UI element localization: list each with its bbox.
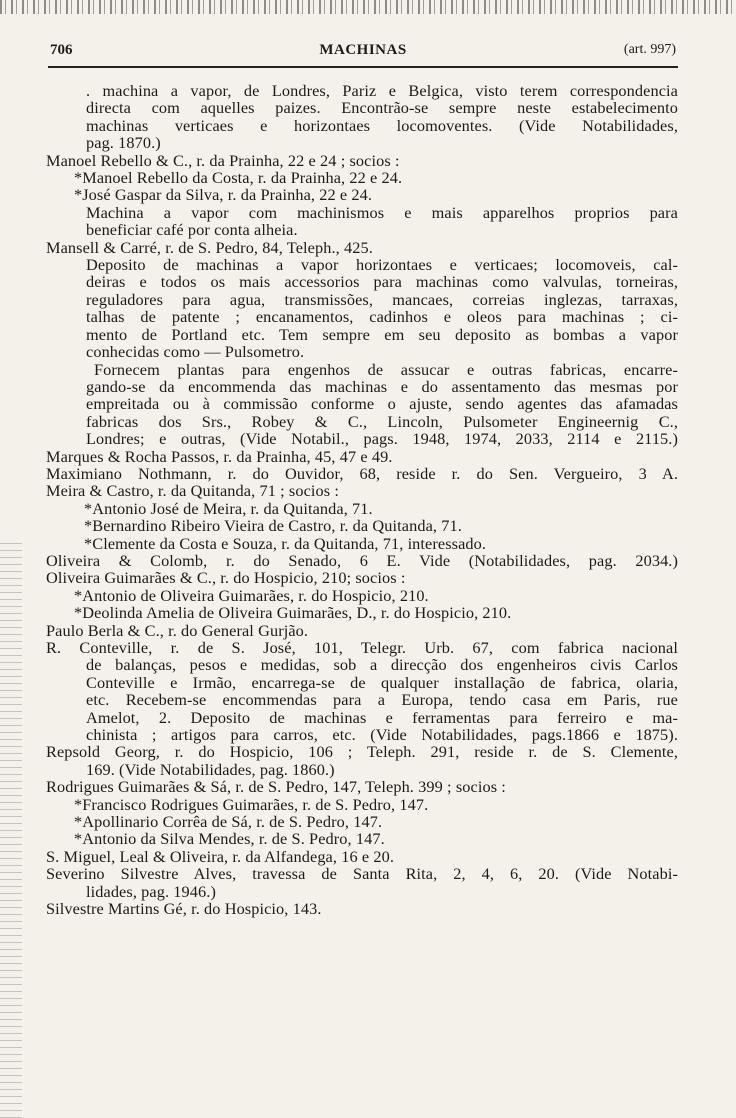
- scan-noise-top: [0, 0, 736, 14]
- text-line: Londres; e outras, (Vide Notabil., pags. 1948, 1974, 2033, 2114 e 2115.): [86, 429, 678, 449]
- article-reference: (art. 997): [623, 42, 676, 57]
- entry-line: Oliveira Guimarães & C., r. do Hospicio, 210; socios :: [46, 568, 406, 588]
- text-line: Fornecem plantas para engenhos de assucar e outras fabricas, encarre-: [94, 359, 678, 379]
- text-line: de balanças, pesos e medidas, sob a direcção dos engenheiros civis Carlos: [86, 655, 678, 675]
- partner-line: *Apollinario Corrêa de Sá, r. de S. Pedro, 147.: [74, 812, 383, 832]
- page-number: 706: [50, 42, 73, 58]
- partner-line: *Francisco Rodrigues Guimarães, r. de S. Pedro, 147.: [74, 794, 429, 814]
- page-header: [48, 40, 678, 68]
- partner-line: *Antonio José de Meira, r. da Quitanda, 71.: [84, 498, 373, 518]
- text-line: . machina a vapor, de Londres, Pariz e Belgica, visto terem correspondencia: [86, 81, 678, 100]
- entry-line: Oliveira & Colomb, r. do Senado, 6 E. Vide (Notabilidades, pag. 2034.): [46, 550, 678, 570]
- entry-line: Maximiano Nothmann, r. do Ouvidor, 68, reside r. do Sen. Vergueiro, 3 A.: [46, 463, 678, 483]
- directory-listing: [46, 82, 678, 918]
- text-line: etc. Recebem-se encommendas para a Europa, tendo casa em Paris, rue: [86, 690, 678, 710]
- text-line: 169. (Vide Notabilidades, pag. 1860.): [86, 759, 335, 779]
- entry-line: Manoel Rebello & C., r. da Prainha, 22 e 24 ; socios :: [46, 150, 400, 170]
- text-line: conhecidas como — Pulsometro.: [86, 342, 305, 362]
- text-line: Conteville e Irmão, encarrega-se de qualquer installação de fabrica, olaria,: [86, 672, 678, 692]
- partner-line: *Bernardino Ribeiro Vieira de Castro, r. da Quitanda, 71.: [84, 516, 462, 536]
- text-line: gando-se da encommenda das machinas e do assentamento das mesmas por: [86, 376, 678, 396]
- entry-line: Marques & Rocha Passos, r. da Prainha, 45, 47 e 49.: [46, 446, 393, 466]
- partner-line: *José Gaspar da Silva, r. da Prainha, 22 e 24.: [74, 185, 373, 205]
- partner-line: *Clemente da Costa e Souza, r. da Quitanda, 71, interessado.: [84, 533, 487, 553]
- entry-line: Meira & Castro, r. da Quitanda, 71 ; socios :: [46, 481, 339, 501]
- entry-line: Mansell & Carré, r. de S. Pedro, 84, Teleph., 425.: [46, 237, 373, 257]
- text-line: machinas verticaes e horizontaes locomoventes. (Vide Notabilidades,: [86, 115, 678, 135]
- text-line: empreitada ou à commissão conforme o ajuste, sendo agentes das afamadas: [86, 394, 678, 414]
- partner-line: *Antonio de Oliveira Guimarães, r. do Hospicio, 210.: [74, 585, 429, 605]
- entry-line: Severino Silvestre Alves, travessa de Santa Rita, 2, 4, 6, 20. (Vide Notabi-: [46, 864, 678, 884]
- text-line: chinista ; artigos para carros, etc. (Vide Notabilidades, pags.1866 e 1875).: [86, 725, 678, 745]
- entry-line: Silvestre Martins Gé, r. do Hospicio, 143.: [46, 899, 322, 919]
- text-line: beneficiar café por conta alheia.: [86, 220, 298, 240]
- text-line: Amelot, 2. Deposito de machinas e ferramentas para ferreiro e ma-: [86, 707, 678, 727]
- partner-line: *Manoel Rebello da Costa, r. da Prainha, 22 e 24.: [74, 168, 403, 188]
- text-line: lidades, pag. 1946.): [86, 881, 216, 901]
- entry-line: R. Conteville, r. de S. José, 101, Telegr. Urb. 67, com fabrica nacional: [46, 638, 678, 657]
- entry-line: Paulo Berla & C., r. do General Gurjão.: [46, 620, 309, 640]
- running-title: MACHINAS: [319, 42, 407, 58]
- text-line: reguladores para agua, transmissões, mancaes, correias inglezas, tarraxas,: [86, 289, 678, 309]
- text-line: mento de Portland etc. Tem sempre em seu deposito as bombas a vapor: [86, 324, 678, 344]
- scan-noise-left: [0, 540, 22, 1118]
- entry-line: Rodrigues Guimarães & Sá, r. de S. Pedro, 147, Teleph. 399 ; socios :: [46, 777, 506, 797]
- partner-line: *Antonio da Silva Mendes, r. de S. Pedro, 147.: [74, 829, 385, 849]
- text-line: directa com aquelles paizes. Encontrão-se sempre neste estabelecimento: [86, 98, 678, 118]
- text-line: Machina a vapor com machinismos e mais apparelhos proprios para: [86, 202, 678, 222]
- text-line: talhas de patente ; encanamentos, cadinhos e oleos para machinas ; ci-: [86, 307, 678, 327]
- text-line: Deposito de machinas a vapor horizontaes e verticaes; locomoveis, cal-: [86, 255, 678, 275]
- partner-line: *Deolinda Amelia de Oliveira Guimarães, D., r. do Hospicio, 210.: [74, 603, 512, 623]
- entry-line: Repsold Georg, r. do Hospicio, 106 ; Teleph. 291, reside r. de S. Clemente,: [46, 742, 678, 762]
- text-line: deiras e todos os mais accessorios para machinas como valvulas, torneiras,: [86, 272, 678, 292]
- text-line: pag. 1870.): [86, 133, 161, 153]
- entry-line: S. Miguel, Leal & Oliveira, r. da Alfandega, 16 e 20.: [46, 846, 395, 866]
- text-line: fabricas dos Srs., Robey & C., Lincoln, Pulsometer Engineernig C.,: [86, 411, 678, 431]
